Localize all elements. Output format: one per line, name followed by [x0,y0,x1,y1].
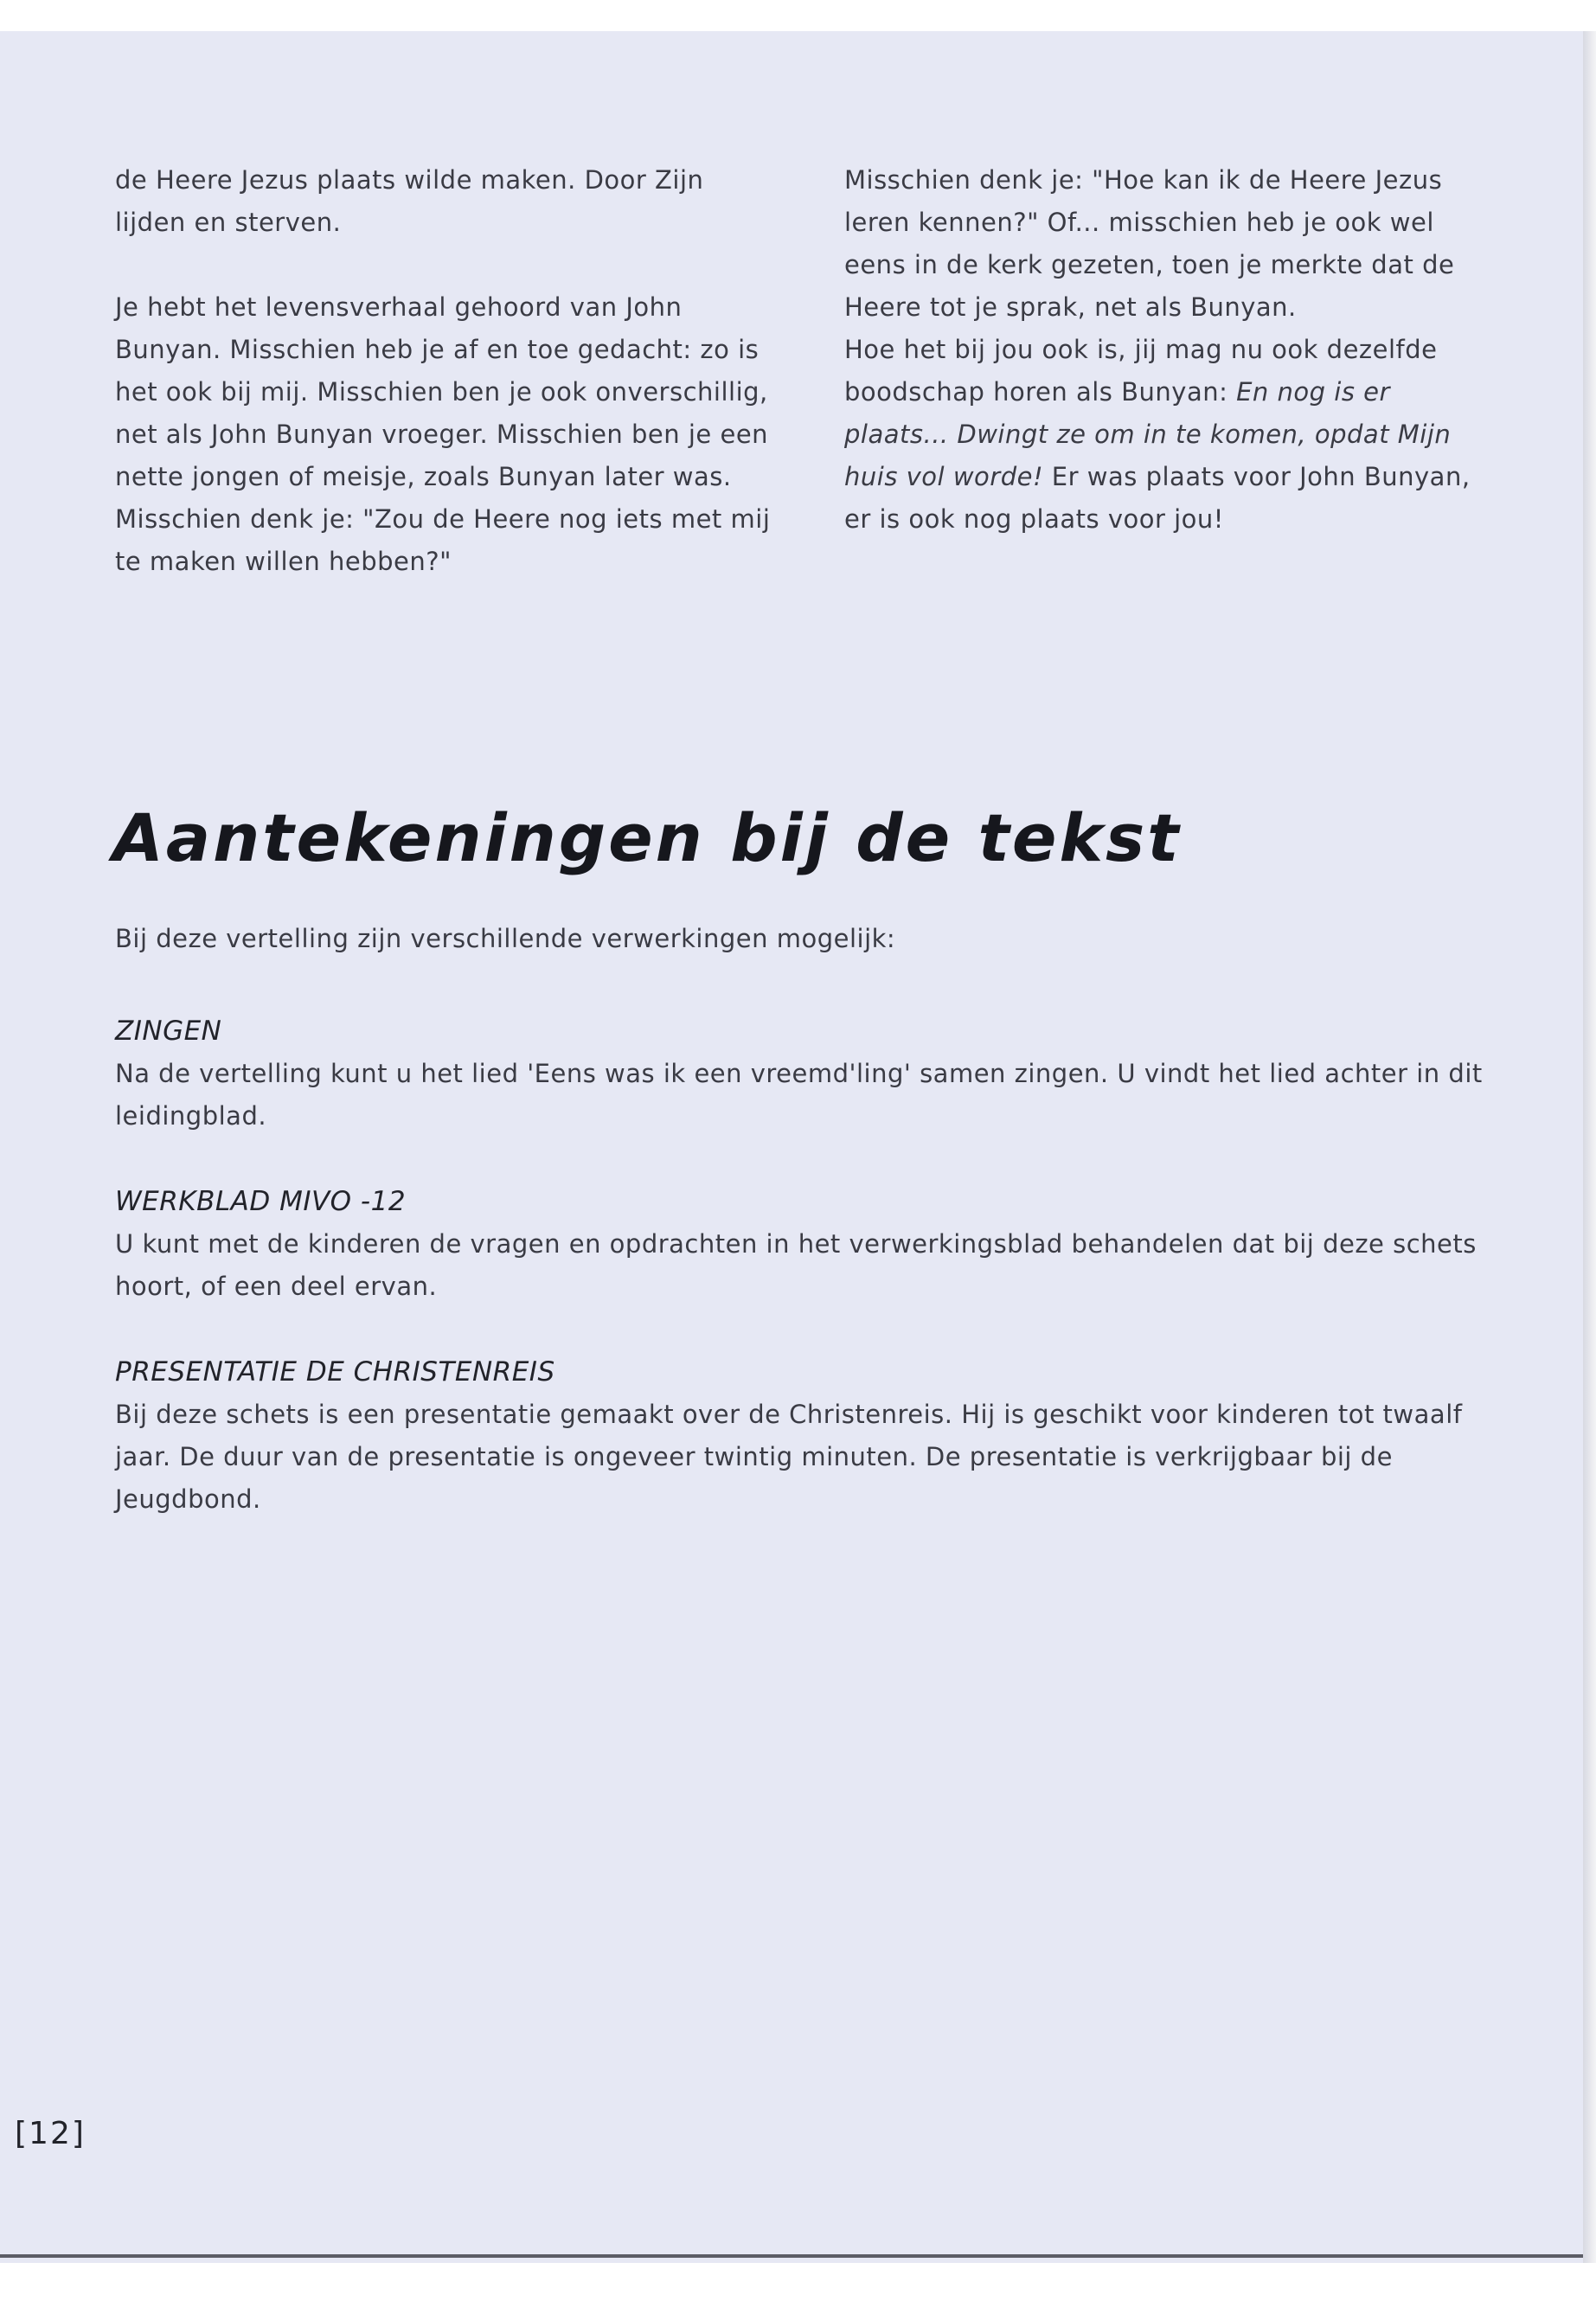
right-paragraph-2 [844,329,1484,541]
left-column [115,159,772,583]
section-title: ZINGEN [115,1016,222,1047]
notes-section-werkblad [115,1181,1499,1308]
section-body: Na de vertelling kunt u het lied 'Eens was ik een vreemd'ling' samen zingen. U vindt het lied achter in dit leidingblad. [115,1059,1483,1131]
right-paragraph-2-start: Hoe het bij jou ook is, jij mag nu ook dezelfde boodschap horen als Bunyan: [844,335,1438,407]
section-title: PRESENTATIE DE CHRISTENREIS [115,1356,555,1388]
right-paragraph-2-end: Er was plaats voor John Bunyan, er is ook nog plaats voor jou! [844,462,1471,534]
notes-section-presentatie [115,1351,1499,1521]
right-paragraph-2-quote: En nog is er plaats... Dwingt ze om in te komen, opdat Mijn huis vol worde! [844,377,1452,491]
left-paragraph-1: de Heere Jezus plaats wilde maken. Door Zijn lijden en sterven. [115,165,704,237]
right-paragraph-1: Misschien denk je: "Hoe kan ik de Heere Jezus leren kennen?" Of... misschien heb je ook wel eens in de kerk gezeten, toen je merkte dat de Heere tot je sprak, net als Bunyan. [844,165,1455,322]
notes-section-zingen [115,1010,1499,1138]
bottom-rule [0,2254,1583,2258]
notes-content [115,918,1499,1564]
left-paragraph-2: Je hebt het levensverhaal gehoord van John Bunyan. Misschien heb je af en toe gedacht: zo is het ook bij mij. Misschien ben je ook onverschillig, net als John Bunyan vroeger. Misschien ben je een nette jongen of meisje, zoals Bunyan later was. Misschien denk je: "Zou de Heere nog iets met mij te maken willen hebben?" [115,292,771,576]
section-title: WERKBLAD MIVO -12 [115,1186,407,1217]
section-body: U kunt met de kinderen de vragen en opdrachten in het verwerkingsblad behandelen dat bij deze schets hoort, of een deel ervan. [115,1229,1477,1301]
right-column [844,159,1484,541]
section-body: Bij deze schets is een presentatie gemaakt over de Christenreis. Hij is geschikt voor kinderen tot twaalf jaar. De duur van de presentatie is ongeveer twintig minuten. De presentatie is verkrijgbaar bij de Jeugdbond. [115,1400,1463,1514]
page-number: [12] [15,2116,86,2151]
notes-intro: Bij deze vertelling zijn verschillende verwerkingen mogelijk: [115,924,896,953]
document-page [0,31,1583,2263]
page-edge-shadow [1583,31,1596,2263]
section-heading: Aantekeningen bij de tekst [112,799,1182,876]
